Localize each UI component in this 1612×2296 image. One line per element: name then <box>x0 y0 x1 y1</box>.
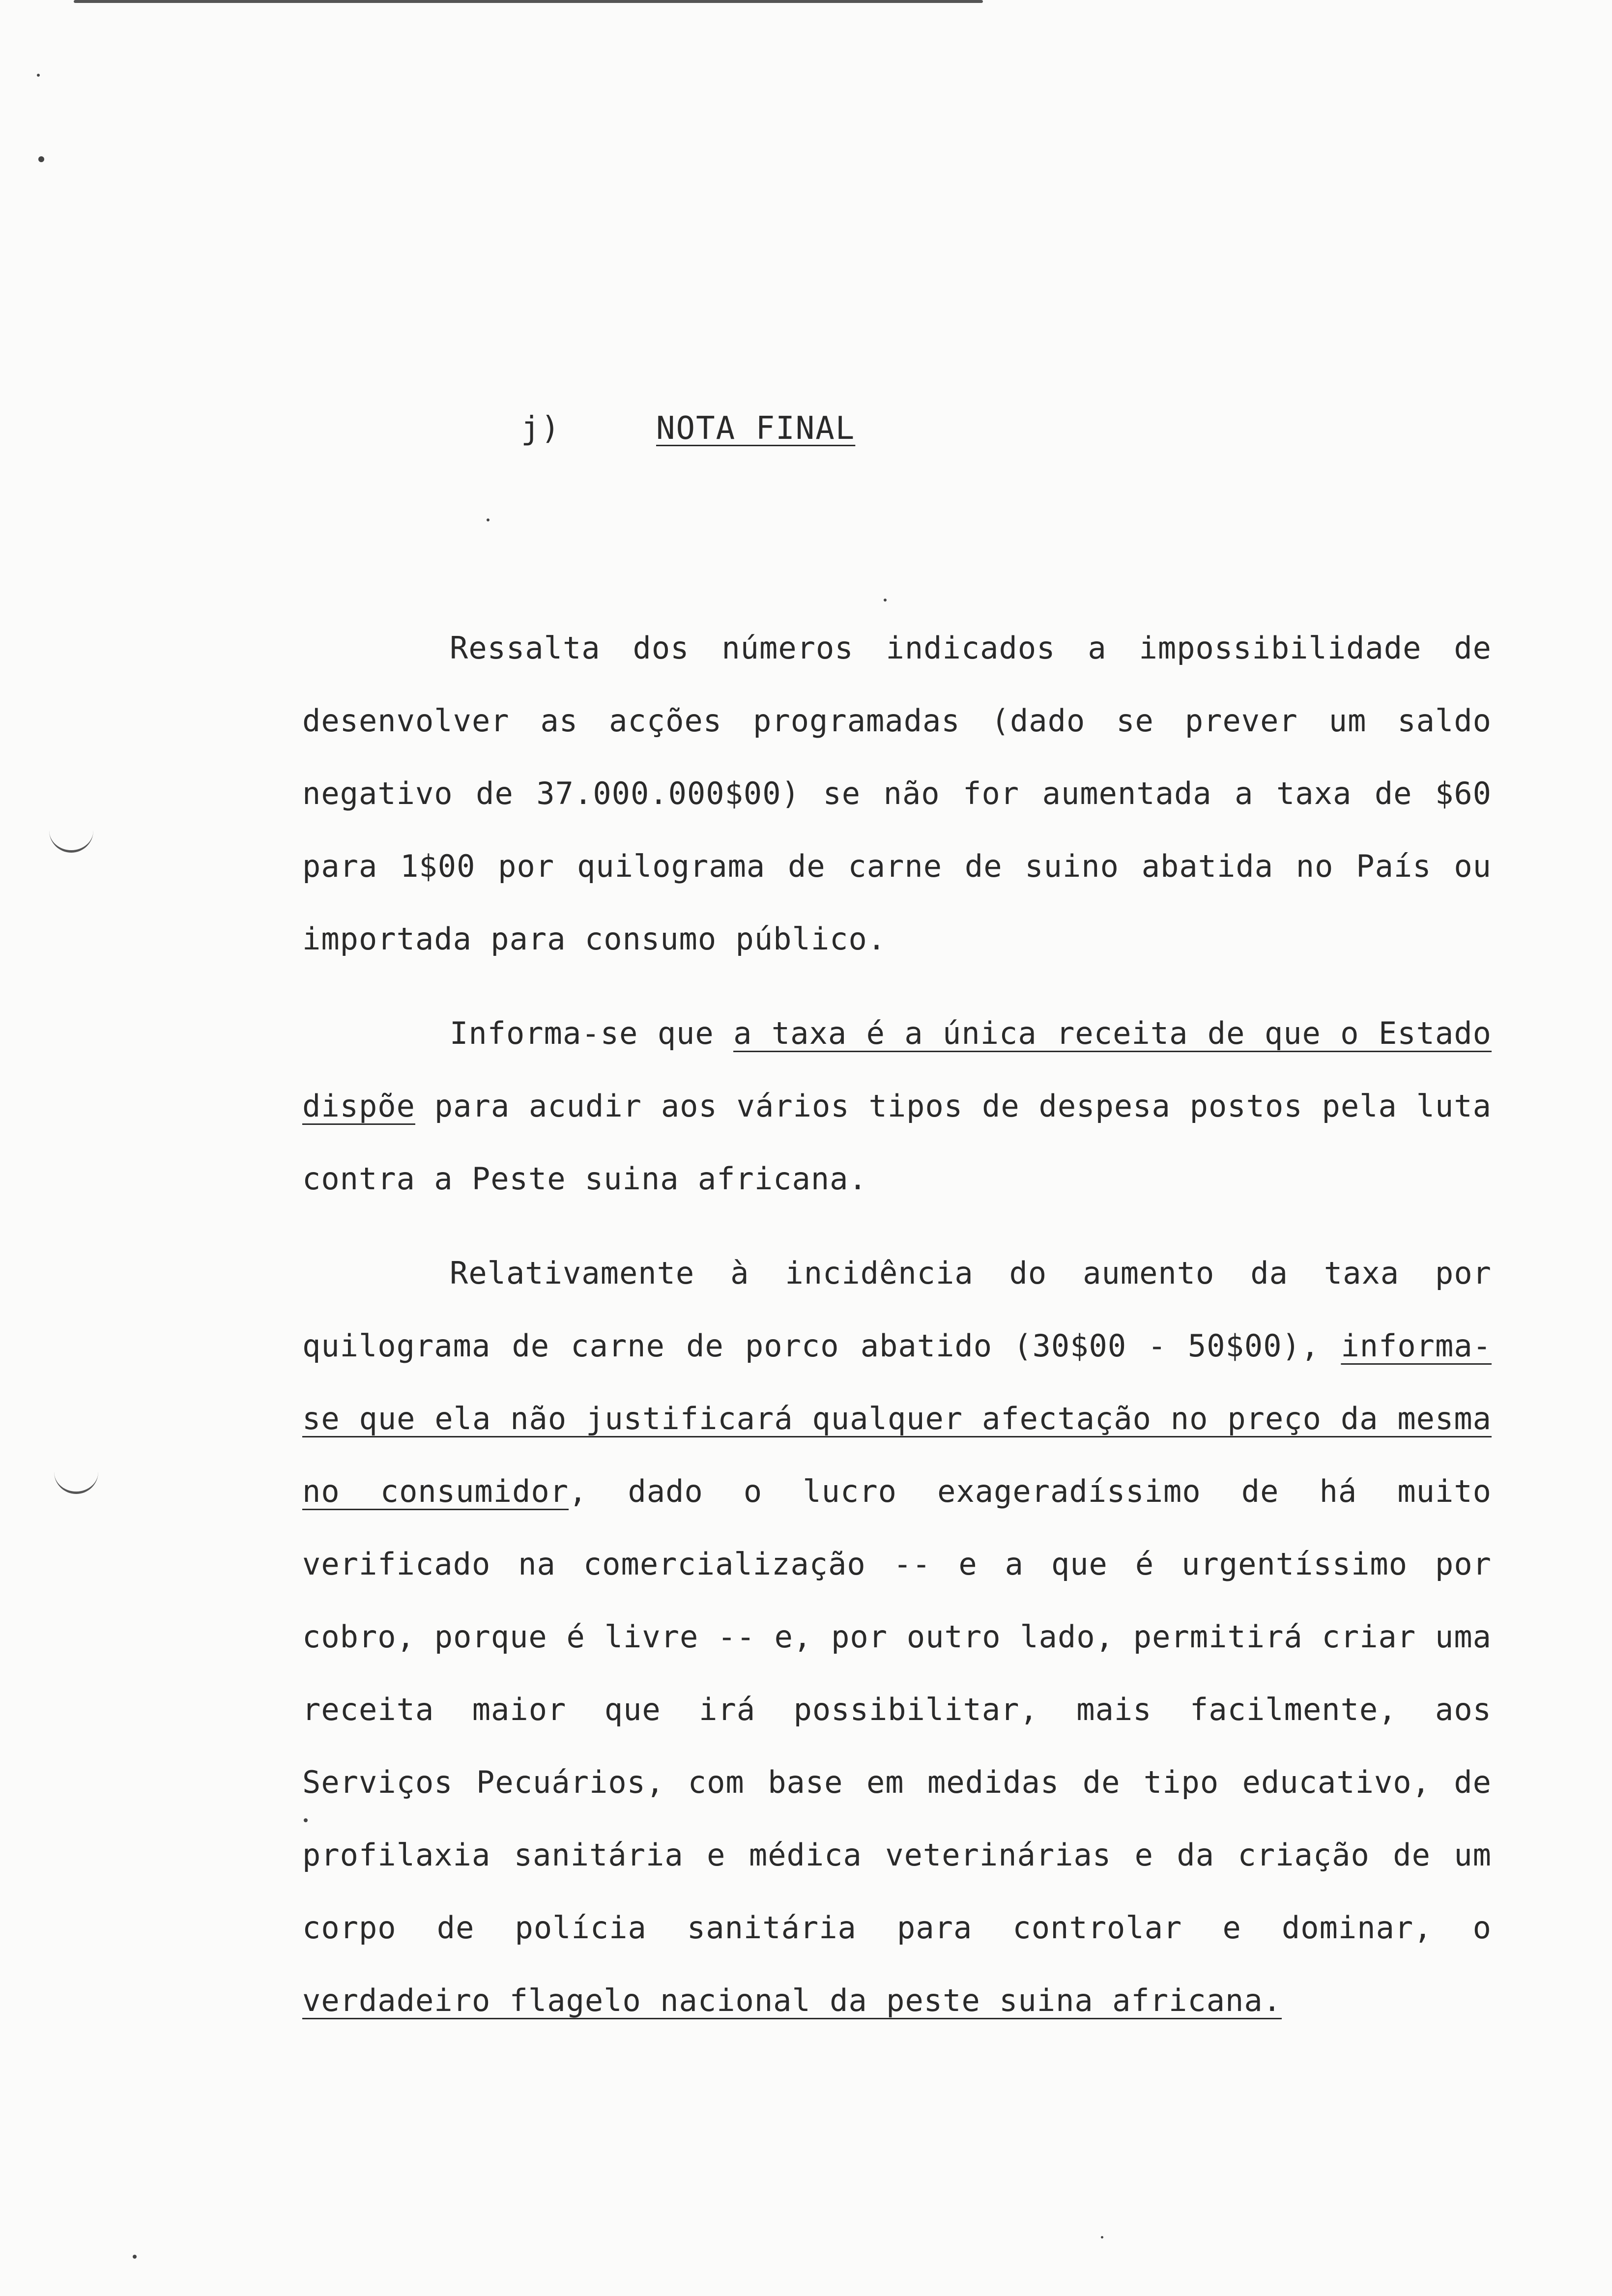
paper-speck <box>38 156 44 162</box>
paper-speck <box>884 599 887 602</box>
paragraph-2-rest: para acudir aos vários tipos de despesa postos pela luta contra a Peste suina africana. <box>302 1088 1492 1197</box>
section-heading <box>521 410 855 447</box>
body-text <box>302 612 1492 2037</box>
paper-speck <box>1101 2236 1103 2239</box>
paragraph-3-middle: , dado o lucro exageradíssimo de há muito verificado na comercialização -- e a que é urgentíssimo por cobro, porque é livre -- e, por outro lado, permitirá criar uma receita maior que irá possibilitar, mais facilmente, aos Serviços Pecuários, com base em medidas de tipo educativo, de profilaxia sanitária e médica veterinárias e da criação de um corpo de polícia sanitária para controlar e dominar, o <box>302 1473 1492 1946</box>
paragraph-3 <box>302 1237 1492 2037</box>
underlined-phrase: informa-se que ela não justificará qualquer afectação no preço da mesma no consumidor <box>302 1328 1492 1509</box>
paragraph-1: Ressalta dos números indicados a impossibilidade de desenvolver as acções programadas (dado se prever um saldo negativo de 37.000.000$00) se não for aumentada a taxa de $60 para 1$00 por quilograma de carne de suino abatida no País ou importada para consumo público. <box>302 630 1492 957</box>
paragraph-2 <box>302 997 1492 1215</box>
underlined-phrase: a taxa é a única receita de que o Estado dispõe <box>302 1015 1492 1124</box>
punch-hole-mark <box>54 1467 98 1494</box>
paper-speck <box>487 518 489 521</box>
section-marker: j) <box>521 410 561 447</box>
paragraph-3-intro: Relativamente à incidência do aumento da taxa por quilograma de carne de porco abatido (30$00 - 50$00), <box>302 1255 1492 1364</box>
section-title: NOTA FINAL <box>656 410 856 447</box>
underlined-phrase: verdadeiro flagelo nacional da peste suina africana. <box>302 1982 1282 2018</box>
paper-speck <box>37 74 40 77</box>
punch-hole-mark <box>49 826 93 853</box>
paper-speck <box>133 2255 137 2259</box>
top-edge-rule <box>74 0 983 3</box>
paragraph-2-intro: Informa-se que <box>450 1015 734 1051</box>
